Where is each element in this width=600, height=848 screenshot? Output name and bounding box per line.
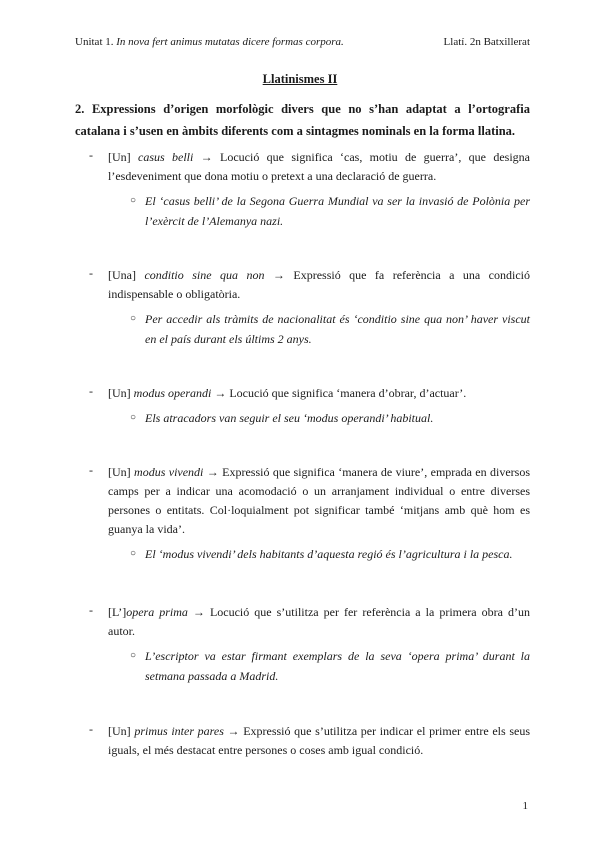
header-course: Llatí. 2n Batxillerat: [443, 36, 530, 48]
entry-definition-text: → Expressió que s’utilitza per indicar el primer entre els seus iguals, el més destacat entre persones o coses amb igual condició.: [108, 724, 530, 757]
entry-article: [Una]: [108, 268, 145, 282]
entry-definition: [108, 266, 530, 304]
bullet-icon: ○: [130, 650, 137, 661]
entry-example-text: Els atracadors van seguir el seu ‘modus operandi’ habitual.: [145, 411, 434, 425]
bullet-icon: ○: [130, 195, 137, 206]
entry-term: opera prima: [126, 605, 188, 619]
list-item: [75, 603, 530, 686]
entry-term: primus inter pares: [134, 724, 224, 738]
bullet-icon: ○: [130, 412, 137, 423]
list-item: [75, 148, 530, 231]
entry-definition-text: → Expressió que fa referència a una condició indispensable o obligatòria.: [108, 268, 530, 301]
entry-definition-text: → Locució que significa ‘manera d’obrar, d’actuar’.: [211, 386, 467, 400]
entry-example: [130, 309, 530, 349]
header-unit: [75, 36, 344, 48]
entry-example: [130, 646, 530, 686]
entry-definition-text: → Expressió que significa ‘manera de viure’, emprada en diversos camps per a indicar una acomodació o un arranjament individual o entre diverses persones o entitats. Col·loquialment pot significar també ‘mitjans amb què hom es guanya la vida’.: [108, 465, 530, 536]
page-number: 1: [522, 800, 528, 812]
bullet-icon: ○: [130, 548, 137, 559]
bullet-icon: ○: [130, 313, 137, 324]
entry-example-text: L’escriptor va estar firmant exemplars de la seva ‘opera prima’ durant la setmana passada a Madrid.: [145, 649, 530, 683]
entry-article: [Un]: [108, 386, 134, 400]
entry-definition-text: → Locució que s’utilitza per fer referència a la primera obra d’un autor.: [108, 605, 530, 638]
entry-definition: [108, 722, 530, 760]
list-dash: -: [89, 266, 93, 280]
entry-example: [130, 408, 530, 428]
entry-term: conditio sine qua non: [144, 268, 265, 282]
section-heading: 2. Expressions d’origen morfològic divers que no s’han adaptat a l’ortografia catalana i s’usen en àmbits diferents com a sintagmes nominals en la forma llatina.: [75, 102, 530, 138]
list-item: [75, 266, 530, 349]
list-item: [75, 722, 530, 760]
document-title: Llatinismes II: [262, 72, 338, 86]
header-unit-label: Unitat 1.: [75, 36, 117, 48]
entry-example: [130, 191, 530, 231]
entry-example: [130, 544, 530, 564]
entry-definition: [108, 603, 530, 641]
entry-definition: [108, 463, 530, 539]
list-dash: -: [89, 463, 93, 477]
entry-article: [L’]: [108, 605, 127, 619]
list-dash: -: [89, 384, 93, 398]
entry-definition-text: → Locució que significa ‘cas, motiu de guerra’, que designa l’esdeveniment que dona motiu o pretext a una declaració de guerra.: [108, 150, 530, 183]
entry-definition: [108, 148, 530, 186]
entry-term: modus operandi: [133, 386, 212, 400]
list-dash: -: [89, 722, 93, 736]
header-unit-quote: In nova fert animus mutatas dicere formas corpora.: [116, 36, 344, 48]
entry-example-text: El ‘casus belli’ de la Segona Guerra Mundial va ser la invasió de Polònia per l’exèrcit de l’Alemanya nazi.: [145, 194, 530, 228]
list-item: [75, 384, 530, 428]
entry-term: modus vivendi: [134, 465, 204, 479]
entry-term: casus belli: [138, 150, 194, 164]
entry-article: [Un]: [108, 465, 135, 479]
list-item: [75, 463, 530, 564]
entry-definition: [108, 384, 530, 403]
entry-example-text: Per accedir als tràmits de nacionalitat és ‘conditio sine qua non’ haver viscut en el país durant els últims 2 anys.: [145, 312, 530, 346]
list-dash: -: [89, 603, 93, 617]
entry-example-text: El ‘modus vivendi’ dels habitants d’aquesta regió és l’agricultura i la pesca.: [145, 547, 513, 561]
list-dash: -: [89, 148, 93, 162]
entry-article: [Un]: [108, 150, 138, 164]
entry-article: [Un]: [108, 724, 135, 738]
